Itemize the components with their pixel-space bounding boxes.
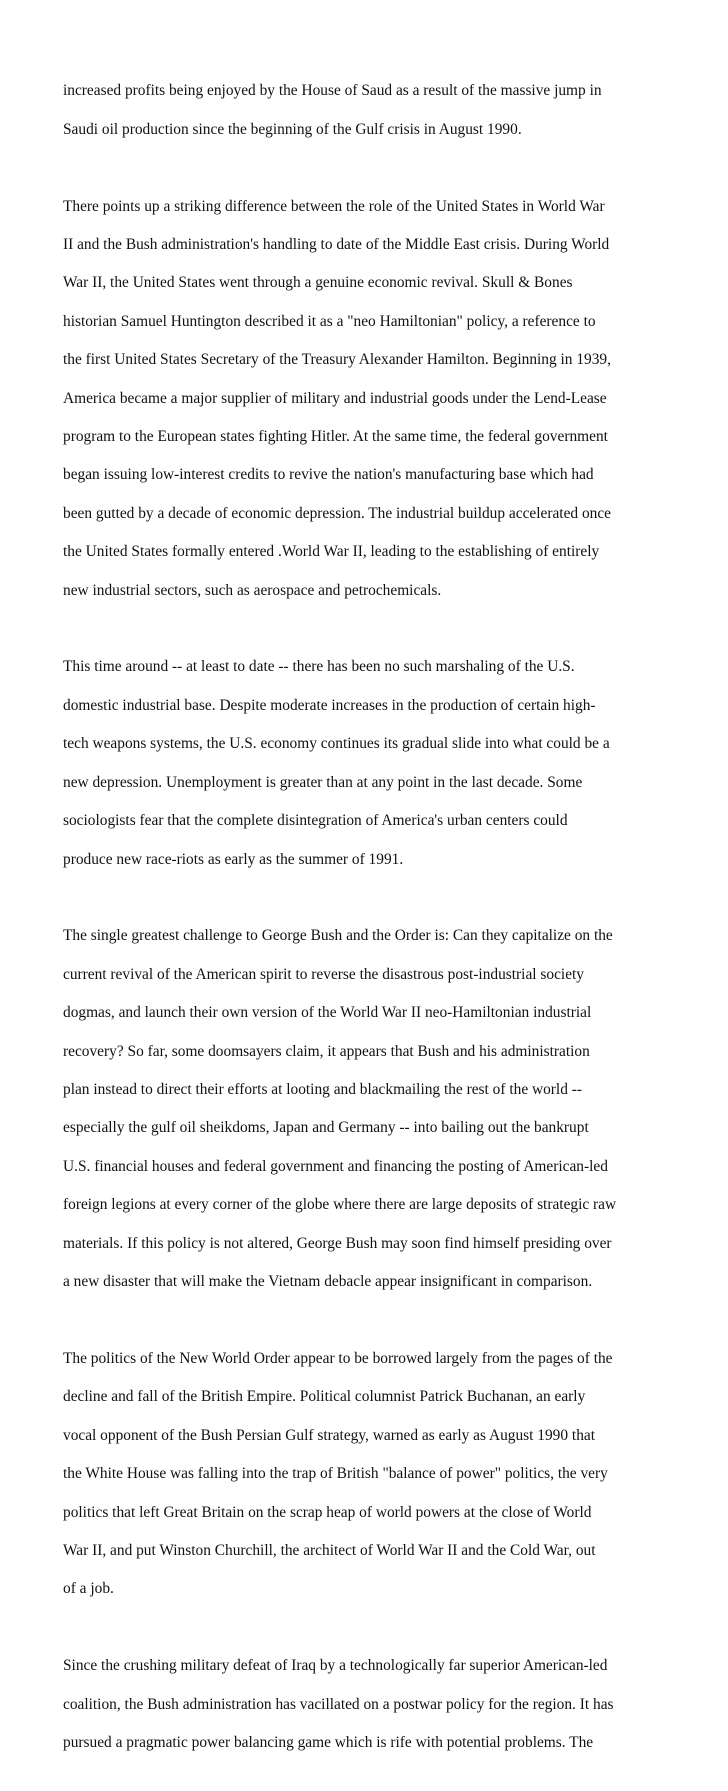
text-line: War II, and put Winston Churchill, the architect of World War II and the Cold War, out [63, 1542, 596, 1560]
text-line: especially the gulf oil sheikdoms, Japan and Germany -- into bailing out the bankrupt [63, 1119, 589, 1137]
text-line: There points up a striking difference between the role of the United States in World War [63, 197, 605, 215]
paragraph-6 [63, 1637, 673, 1771]
text-line: America became a major supplier of military and industrial goods under the Lend-Lease [63, 389, 607, 407]
text-line: Since the crushing military defeat of Iraq by a technologically far superior American-led [63, 1657, 608, 1675]
text-line: II and the Bush administration's handling to date of the Middle East crisis. During World [63, 235, 610, 253]
text-line: The politics of the New World Order appear to be borrowed largely from the pages of the [63, 1349, 613, 1367]
paragraph-3 [63, 638, 673, 888]
text-line: of a job. [63, 1580, 114, 1598]
text-line: This time around -- at least to date -- there has been no such marshaling of the U.S. [63, 658, 575, 676]
text-line: a new disaster that will make the Vietnam debacle appear insignificant in comparison. [63, 1273, 593, 1291]
text-line: new depression. Unemployment is greater than at any point in the last decade. Some [63, 773, 583, 791]
text-line: new industrial sectors, such as aerospace and petrochemicals. [63, 581, 442, 599]
text-line: plan instead to direct their efforts at looting and blackmailing the rest of the world -- [63, 1081, 582, 1099]
text-line: the United States formally entered .World War II, leading to the establishing of entirely [63, 543, 600, 561]
text-line: vocal opponent of the Bush Persian Gulf strategy, warned as early as August 1990 that [63, 1426, 595, 1444]
paragraph-1 [63, 62, 673, 158]
text-line: decline and fall of the British Empire. Political columnist Patrick Buchanan, an early [63, 1388, 586, 1406]
text-line: current revival of the American spirit to reverse the disastrous post-industrial society [63, 965, 584, 983]
text-line: historian Samuel Huntington described it as a "neo Hamiltonian" policy, a reference to [63, 312, 596, 330]
text-line: recovery? So far, some doomsayers claim, it appears that Bush and his administration [63, 1042, 590, 1060]
text-line: War II, the United States went through a genuine economic revival. Skull & Bones [63, 274, 573, 292]
text-line: Saudi oil production since the beginning of the Gulf crisis in August 1990. [63, 120, 522, 138]
text-line: The single greatest challenge to George Bush and the Order is: Can they capitalize on the [63, 927, 613, 945]
text-line: increased profits being enjoyed by the House of Saud as a result of the massive jump in [63, 82, 602, 100]
text-line: foreign legions at every corner of the globe where there are large deposits of strategic raw [63, 1196, 617, 1214]
paragraph-5 [63, 1330, 673, 1618]
text-line: began issuing low-interest credits to revive the nation's manufacturing base which had [63, 466, 594, 484]
text-line: coalition, the Bush administration has vacillated on a postwar policy for the region. It has [63, 1695, 614, 1713]
text-line: been gutted by a decade of economic depression. The industrial buildup accelerated once [63, 504, 612, 522]
text-line: U.S. financial houses and federal government and financing the posting of American-led [63, 1157, 608, 1175]
text-line: pursued a pragmatic power balancing game which is rife with potential problems. The [63, 1734, 594, 1752]
text-line: politics that left Great Britain on the scrap heap of world powers at the close of World [63, 1503, 592, 1521]
text-line: domestic industrial base. Despite moderate increases in the production of certain high- [63, 696, 596, 714]
paragraph-4 [63, 907, 673, 1310]
paragraph-2 [63, 177, 673, 619]
text-line: the White House was falling into the trap of British "balance of power" politics, the very [63, 1465, 608, 1483]
text-line: program to the European states fighting Hitler. At the same time, the federal government [63, 427, 608, 445]
text-line: sociologists fear that the complete disintegration of America's urban centers could [63, 812, 568, 830]
text-line: dogmas, and launch their own version of the World War II neo-Hamiltonian industrial [63, 1004, 592, 1022]
document-page [63, 62, 673, 1791]
text-line: tech weapons systems, the U.S. economy continues its gradual slide into what could be a [63, 735, 610, 753]
text-line: materials. If this policy is not altered, George Bush may soon find himself presiding over [63, 1234, 612, 1252]
text-line: the first United States Secretary of the Treasury Alexander Hamilton. Beginning in 1939, [63, 351, 611, 369]
text-line: produce new race-riots as early as the summer of 1991. [63, 850, 404, 868]
